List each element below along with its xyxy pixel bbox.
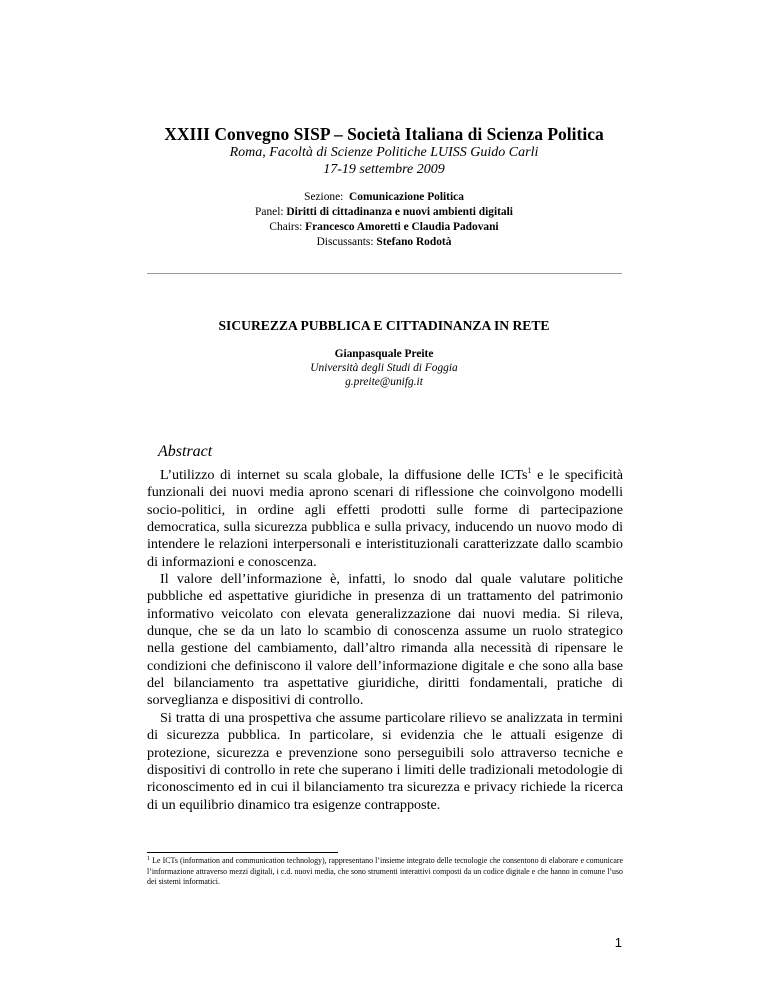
header-divider xyxy=(147,273,622,274)
footnote-number: 1 xyxy=(147,856,150,862)
sezione-line xyxy=(100,190,668,205)
footnote-divider xyxy=(147,852,338,853)
paragraph-1-text-a: L’utilizzo di internet su scala globale, la diffusione delle ICTs xyxy=(160,467,528,483)
conference-header xyxy=(100,124,668,250)
abstract-body xyxy=(147,467,623,814)
conference-dates: 17-19 settembre 2009 xyxy=(323,162,445,177)
chairs-label: Chairs: xyxy=(269,221,303,233)
footnote-text: Le ICTs (information and communication technology), rappresentano l’insieme integrato delle tecnologie che consentono di elaborare e comunicare l’informazione attraverso mezzi digitali, i c.d. nuovi media, che sono strumenti interattivi composti da un codice digitale e che hanno in comune l’uso dei sistemi informatici. xyxy=(147,856,623,887)
abstract-paragraph-2: Il valore dell’informazione è, infatti, lo snodo dal quale valutare politiche pubbliche ed aspettative giuridiche in presenza di un trattamento del patrimonio informativo veicolato con elevata generalizzazione dai nuovi media. Si rileva, dunque, che se da un lato lo scambio di conoscenza assume un ruolo strategico nella gestione del cambiamento, dall’altro rimanda alla necessità di ripensare le condizioni che definiscono il valore dell’informazione digitale e che sono alla base del bilanciamento tra aspettative giuridiche, diritti fondamentali, pratiche di sorveglianza e dispositivi di controllo. xyxy=(147,571,623,709)
chairs-line xyxy=(100,220,668,235)
paper-title: SICUREZZA PUBBLICA E CITTADINANZA IN RETE xyxy=(218,318,550,333)
abstract-heading: Abstract xyxy=(158,443,213,460)
paragraph-1-text-b: e le specificità funzionali dei nuovi media aprono scenari di riflessione che coinvolgono modelli socio-politici, in ordine agli effetti prodotti sulle forme di partecipazione democratica, sulla sicurezza pubblica e sulla privacy, inducendo un nuovo modo di intendere le relazioni interpersonali e interistituzionali caratterizzate dallo scambio di informazioni e conoscenza. xyxy=(147,467,623,570)
panel-value: Diritti di cittadinanza e nuovi ambienti digitali xyxy=(286,206,513,218)
discussants-value: Stefano Rodotà xyxy=(376,236,452,248)
sezione-value: Comunicazione Politica xyxy=(349,191,464,203)
author-name: Gianpasquale Preite xyxy=(334,348,434,360)
sezione-label: Sezione: xyxy=(304,191,344,203)
session-info xyxy=(100,190,668,250)
author-block xyxy=(100,347,668,389)
author-email: g.preite@unifg.it xyxy=(345,376,423,388)
abstract-paragraph-1 xyxy=(147,467,623,571)
discussants-line xyxy=(100,235,668,250)
panel-label: Panel: xyxy=(255,206,284,218)
footnote-reference[interactable]: 1 xyxy=(527,466,532,475)
author-affiliation: Università degli Studi di Foggia xyxy=(310,362,458,374)
discussants-label: Discussants: xyxy=(316,236,374,248)
footnote xyxy=(147,856,623,888)
conference-title: XXIII Convegno SISP – Società Italiana di Scienza Politica xyxy=(164,124,604,144)
chairs-value: Francesco Amoretti e Claudia Padovani xyxy=(305,221,499,233)
abstract-paragraph-3: Si tratta di una prospettiva che assume particolare rilievo se analizzata in termini di sicurezza pubblica. In particolare, si evidenzia che le attuali esigenze di protezione, sicurezza e prevenzione sono perseguibili solo attraverso tecniche e dispositivi di controllo in rete che superano i limiti delle tradizionali metodologie di riconoscimento ed in cui il bilanciamento tra sicurezza e privacy richiede la ricerca di un equilibrio dinamico tra esigenze contrapposte. xyxy=(147,709,623,813)
panel-line xyxy=(100,205,668,220)
conference-venue: Roma, Facoltà di Scienze Politiche LUISS Guido Carli xyxy=(229,145,539,160)
page-number: 1 xyxy=(614,935,622,950)
